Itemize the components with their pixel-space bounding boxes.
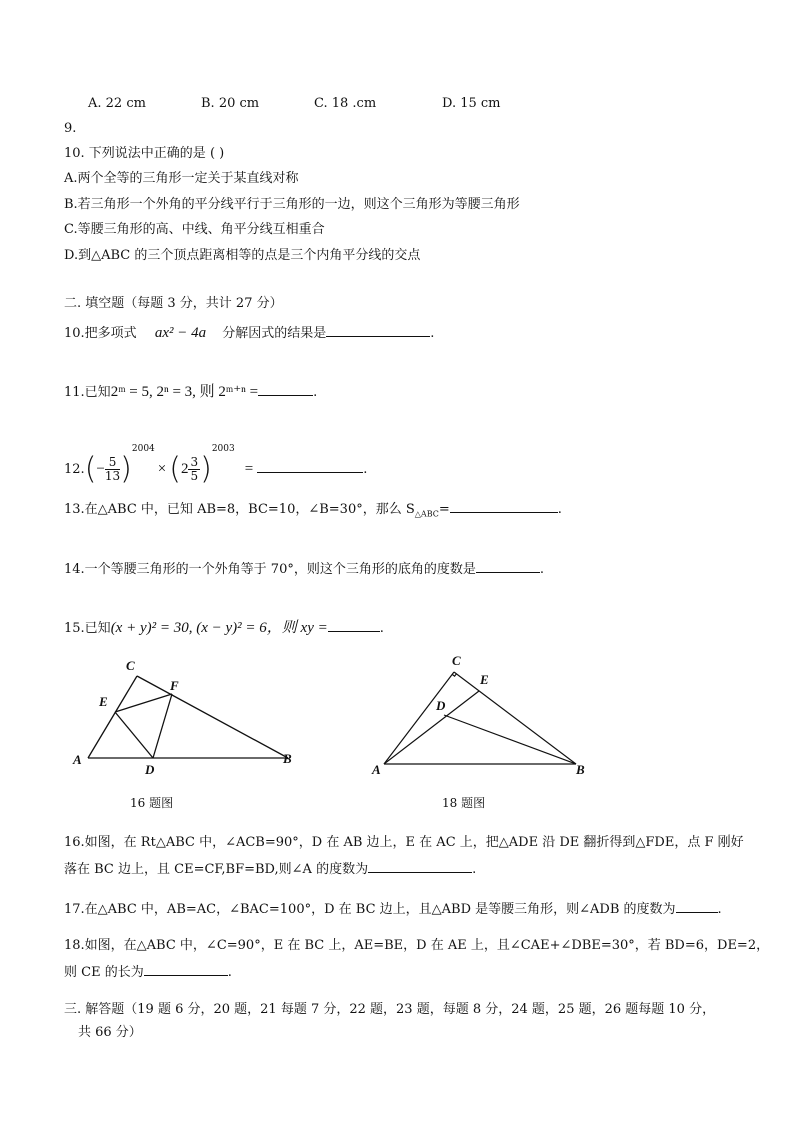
q15: 15.已知(x + y)² = 30, (x − y)² = 6，则 xy = .	[64, 617, 384, 638]
vertex-label: C	[126, 658, 135, 673]
q12-number: 12.	[64, 462, 85, 477]
vertex-label: D	[145, 762, 155, 777]
section3-line2: 共 66 分）	[78, 1025, 142, 1040]
vertex-label: E	[99, 694, 108, 709]
q13: 13.在△ABC 中，已知 AB=8，BC=10，∠B=30°，那么 $S_{\triangle ABC}=$ .	[64, 498, 562, 524]
vertex-label: F	[170, 678, 179, 693]
q10-stem: 10. 下列说法中正确的是 ( )	[64, 146, 225, 161]
q17: 17.在△ABC 中，AB=AC，∠BAC=100°，D 在 BC 边上，且△ABD 是等腰三角形，则∠ADB 的度数为 .	[64, 898, 722, 919]
q10b-post: 分解因式的结果是	[222, 326, 327, 341]
vertex-label: B	[283, 751, 292, 766]
q8-option-a: A. 22 cm	[88, 96, 146, 111]
q10-option-a: A.两个全等的三角形一定关于某直线对称	[64, 171, 299, 186]
figure-16-caption: 16 题图	[130, 796, 174, 810]
q8-option-c: C. 18 .cm	[314, 96, 377, 111]
q8-option-b: B. 20 cm	[201, 96, 260, 111]
q16-line1: 16.如图，在 Rt△ABC 中，∠ACB=90°，D 在 AB 边上，E 在 AC 上，把△ADE 沿 DE 翻折得到△FDE，点 F 刚好	[64, 835, 744, 850]
answer-blank[interactable]	[258, 381, 313, 396]
answer-blank[interactable]	[326, 322, 430, 337]
answer-blank[interactable]	[257, 458, 363, 473]
fraction: $\frac{5}{13}$	[104, 455, 121, 483]
q10b	[64, 322, 434, 343]
vertex-label: B	[576, 762, 585, 777]
section2-heading: 二. 填空题（每题 3 分，共计 27 分）	[64, 296, 283, 311]
answer-blank[interactable]	[328, 617, 380, 632]
vertex-label: D	[436, 698, 446, 713]
q14: 14.一个等腰三角形的一个外角等于 70°，则这个三角形的底角的度数是 .	[64, 558, 544, 579]
q11-pre: 11.已知	[64, 385, 111, 400]
q12: 12.(− $\frac{5}{13}$ )$^{2004}$× (2 $\frac{3}{5}$ )$^{2003}$= .	[64, 444, 368, 487]
q11-expression: 2ᵐ = 5, 2ⁿ = 3, 则 2ᵐ⁺ⁿ =	[110, 384, 259, 400]
q10-option-d: D.到△ABC 的三个顶点距离相等的点是三个内角平分线的交点	[64, 248, 421, 263]
vertex-label: E	[480, 672, 489, 687]
q14-text: 14.一个等腰三角形的一个外角等于 70°，则这个三角形的底角的度数是	[64, 562, 476, 577]
answer-blank[interactable]	[476, 558, 540, 573]
q10b-pre: 10.把多项式	[64, 326, 137, 341]
vertex-label: A	[372, 762, 381, 777]
answer-blank[interactable]	[368, 858, 472, 873]
q10-option-c: C.等腰三角形的高、中线、角平分线互相重合	[64, 222, 325, 237]
q10b-expression: ax² − 4a	[154, 325, 207, 341]
answer-blank[interactable]	[676, 898, 718, 913]
answer-blank[interactable]	[144, 961, 228, 976]
q8-option-d: D. 15 cm	[442, 96, 501, 111]
q11	[64, 381, 317, 402]
answer-blank[interactable]	[450, 498, 558, 513]
fraction: $\frac{3}{5}$	[190, 455, 199, 483]
vertex-label: A	[73, 752, 82, 767]
section3-line1: 三. 解答题（19 题 6 分，20 题，21 每题 7 分，22 题，23 题，每题 8 分，24 题，25 题，26 题每题 10 分，	[64, 1002, 716, 1017]
q10b-end: .	[430, 326, 435, 341]
q18-line1: 18.如图，在△ABC 中，∠C=90°，E 在 BC 上，AE=BE，D 在 AE 上，且∠CAE+∠DBE=30°，若 BD=6，DE=2，	[64, 938, 770, 953]
figure-16	[60, 652, 310, 782]
q15-expression: (x + y)² = 30, (x − y)² = 6，则 xy =	[110, 620, 328, 636]
q11-end: .	[313, 385, 318, 400]
q15-pre: 15.已知	[64, 621, 111, 636]
vertex-label: C	[452, 653, 461, 668]
q10-option-b: B.若三角形一个外角的平分线平行于三角形的一边，则这个三角形为等腰三角形	[64, 197, 520, 212]
q18-line2: 则 CE 的长为 .	[64, 961, 232, 982]
figure-18	[362, 650, 602, 780]
q9-number: 9.	[64, 121, 77, 136]
figure-18-caption: 18 题图	[442, 796, 486, 810]
q16-line2: 落在 BC 边上，且 CE=CF,BF=BD,则∠A 的度数为 .	[64, 858, 476, 879]
q13-text: 13.在△ABC 中，已知 AB=8，BC=10，∠B=30°，那么 S	[64, 502, 415, 517]
